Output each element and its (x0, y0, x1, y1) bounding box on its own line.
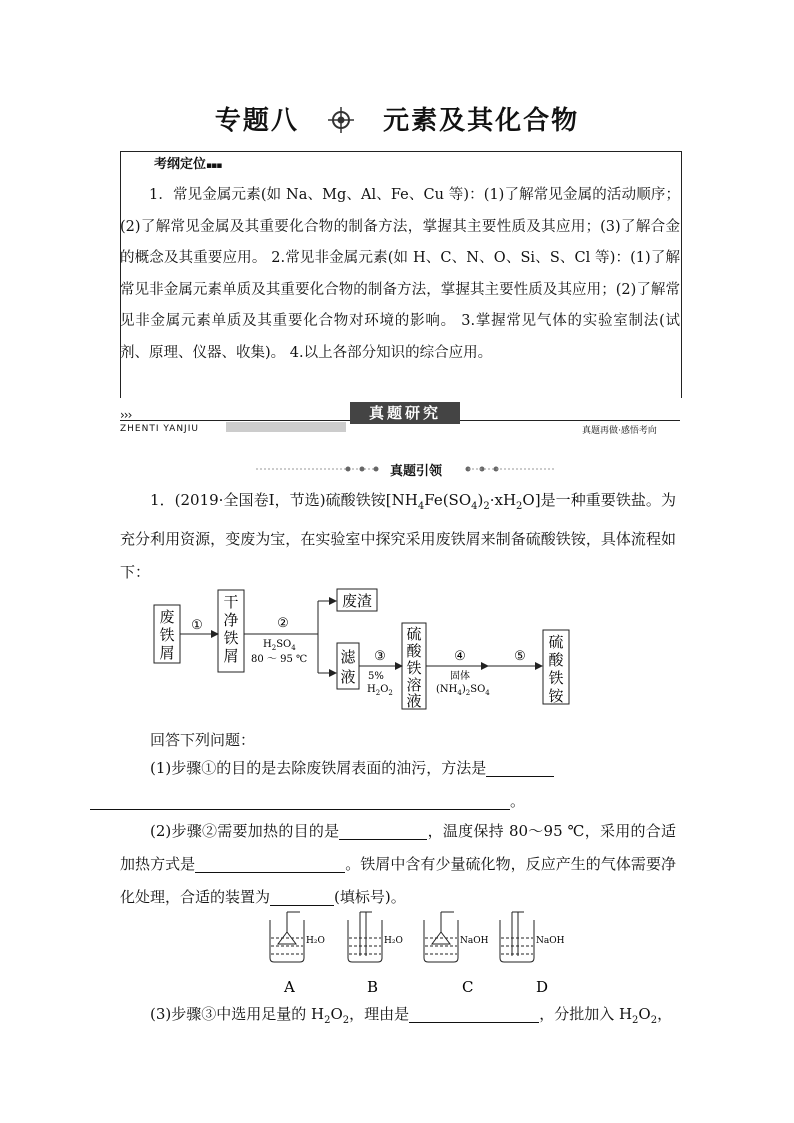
flow-sol-char: 铁 (406, 659, 422, 677)
flow-step-2: ② (277, 616, 289, 631)
answer-blank-3[interactable] (409, 1004, 539, 1023)
flow-cond2-acid: $H_2SO_4$ (263, 639, 296, 652)
flow-prod-char: 酸 (548, 651, 564, 669)
answer-blank-1b[interactable] (90, 791, 510, 810)
process-flow-diagram (146, 585, 586, 710)
title-topic-number: 专题八 (214, 106, 299, 136)
banner-right-text: 真题再做·感悟考向 (582, 426, 657, 436)
apparatus-a (270, 912, 325, 996)
flow-cond4-solid: 固体 (450, 671, 470, 682)
apparatus-d (500, 912, 565, 996)
flow-box2-char: 屑 (223, 647, 239, 665)
flow-sol-char: 溶 (406, 676, 422, 694)
flow-prod-char: 硫 (548, 633, 564, 651)
crosshair-emblem-icon (328, 107, 354, 133)
answer-blank-1[interactable] (486, 758, 554, 777)
banner-gray-bar (226, 422, 346, 432)
flow-step-5: ⑤ (514, 649, 526, 664)
flow-cond2-temp: 80 ～ 95 ℃ (251, 654, 308, 665)
flow-box2-char: 干 (223, 593, 239, 611)
flow-sol-char: 硫 (406, 625, 422, 643)
apparatus-b-liquid: H₂O (384, 936, 403, 946)
flow-prod-char: 铁 (548, 669, 564, 687)
question-2: (2)步骤②需要加热的目的是 ，温度保持 80～95 ℃，采用的合适加热方式是 。铁屑中含有少量硫化物，反应产生的气体需要净化处理，合适的装置为 (填标号)。 (120, 822, 676, 906)
title-topic-name: 元素及其化合物 (383, 106, 580, 136)
answer-blank-2b[interactable] (195, 854, 345, 873)
flow-residue-text: 废渣 (341, 592, 373, 610)
flow-filtrate-char: 滤 (340, 648, 356, 666)
flow-sol-char: 液 (406, 692, 422, 710)
question-1: (1)步骤①的目的是去除废铁屑表面的油污，方法是 。 (120, 752, 676, 818)
sub-heading: 真题引领 (390, 464, 443, 479)
gas-purification-apparatus (260, 910, 580, 1000)
apparatus-a-label: A (284, 978, 295, 996)
apparatus-d-liquid: NaOH (536, 936, 565, 946)
flow-box1-char: 铁 (159, 626, 175, 644)
flow-step-4: ④ (454, 649, 466, 664)
flow-box1-char: 屑 (159, 644, 175, 662)
outline-text: 1．常见金属元素(如 Na、Mg、Al、Fe、Cu 等)：(1)了解常见金属的活动顺序；(2)了解常见金属及其重要化合物的制备方法，掌握其主要性质及其应用；(3)了解合金的概念及其重要应用。 2.常见非金属元素(如 H、C、N、O、Si、S、Cl 等)：(1)了解常见非金属元素单质及其重要化合物的制备方法，掌握其主要性质及其应用；(2)了解常见非金属元素单质及其重要化合物对环境的影响。 3.掌握常见气体的实验室制法(试剂、原理、仪器、收集)。 4.以上各部分知识的综合应用。 (120, 187, 680, 361)
flow-sol-char: 酸 (406, 642, 422, 660)
apparatus-c (424, 912, 489, 996)
flow-box1-char: 废 (159, 608, 175, 626)
answer-blank-2c[interactable] (270, 887, 334, 906)
apparatus-b (348, 912, 403, 996)
answer-blank-2a[interactable] (339, 821, 427, 840)
outline-label: 考纲定位▪▪▪ (154, 157, 222, 172)
flow-cond3-pct: 5% (368, 671, 384, 682)
apparatus-b-label: B (367, 978, 379, 996)
answer-prompt: 回答下列问题： (150, 731, 256, 749)
flow-box2-char: 铁 (223, 629, 239, 647)
flow-filtrate-char: 液 (340, 668, 356, 686)
apparatus-d-label: D (536, 978, 549, 996)
banner-rule-right (460, 420, 680, 421)
page-title (0, 100, 794, 137)
flow-box2-char: 净 (223, 611, 239, 629)
banner-title: 真题研究 (350, 402, 460, 424)
flow-prod-char: 铵 (548, 687, 564, 705)
apparatus-c-label: C (462, 978, 474, 996)
flow-cond4-salt: $(NH_4)_2SO_4$ (436, 684, 490, 697)
question-intro: 1．(2019·全国卷Ⅰ，节选)硫酸铁铵$[NH_4Fe(SO_4)_2\cdot xH_2O]$是一种重要铁盐。为充分利用资源，变废为宝，在实验室中探究采用废铁屑来制备硫酸铁铵，具体流程如下： (120, 491, 676, 581)
question-3: (3)步骤③中选用足量的 $H_2O_2$，理由是 ，分批加入 $H_2O_2$， (150, 1005, 673, 1026)
apparatus-c-liquid: NaOH (460, 936, 489, 946)
flow-cond3-h2o2: $H_2O_2$ (367, 684, 393, 697)
banner-left-text: ››› ZHENTI YANJIU (120, 408, 199, 434)
apparatus-a-liquid: H₂O (306, 936, 325, 946)
flow-step-1: ① (191, 618, 203, 633)
flow-step-3: ③ (374, 649, 386, 664)
